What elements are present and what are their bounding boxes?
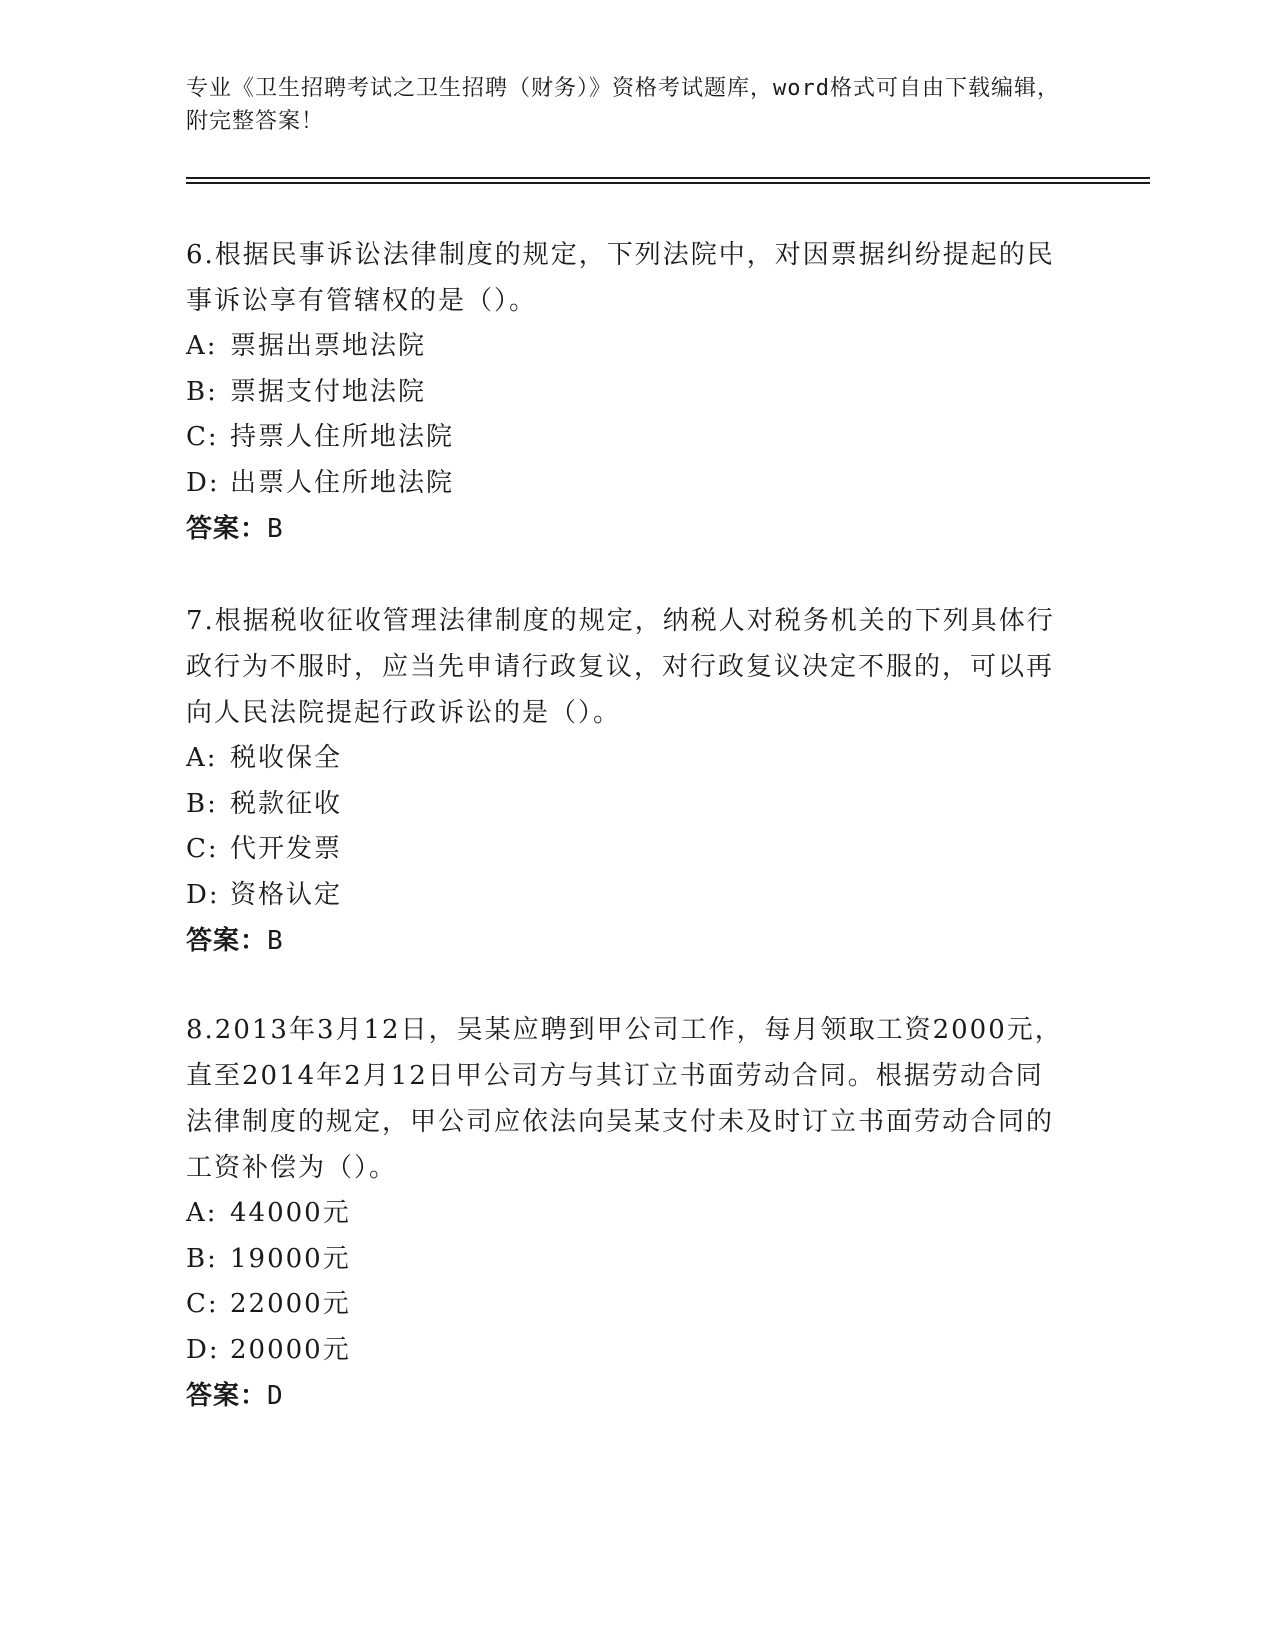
- answer-value: D: [267, 1381, 284, 1411]
- answer-label: 答案：: [186, 514, 268, 544]
- option-text: 资格认定: [230, 879, 343, 910]
- option-b: [186, 782, 1066, 828]
- option-text: 44000元: [230, 1198, 351, 1228]
- option-label: D:: [186, 879, 220, 910]
- question-6: [186, 232, 1066, 552]
- question-stem: 7.根据税收征收管理法律制度的规定，纳税人对税务机关的下列具体行政行为不服时，应当先申请行政复议，对行政复议决定不服的，可以再向人民法院提起行政诉讼的是（）。: [186, 606, 1055, 728]
- option-b: [186, 370, 1066, 416]
- option-text: 代开发票: [230, 834, 343, 864]
- option-label: A:: [186, 1198, 218, 1228]
- option-text: 持票人住所地法院: [230, 422, 455, 452]
- option-label: B:: [186, 376, 218, 407]
- option-label: A:: [186, 331, 218, 361]
- option-label: C:: [186, 834, 219, 864]
- option-text: 22000元: [230, 1289, 351, 1319]
- answer-label: 答案：: [186, 926, 268, 956]
- option-d: [186, 873, 1066, 919]
- answer-line: [186, 506, 1066, 552]
- option-d: [186, 1328, 1066, 1374]
- answer-line: [186, 918, 1066, 964]
- option-d: [186, 461, 1066, 507]
- option-c: [186, 415, 1066, 461]
- question-stem: 8.2013年3月12日，吴某应聘到甲公司工作，每月领取工资2000元，直至2014年2月12日甲公司方与其订立书面劳动合同。根据劳动合同法律制度的规定，甲公司应依法向吴某支付未及时订立书面劳动合同的工资补偿为（）。: [186, 1015, 1063, 1183]
- option-text: 20000元: [230, 1334, 351, 1365]
- option-c: [186, 1282, 1066, 1328]
- question-7: [186, 598, 1066, 964]
- option-text: 税款征收: [230, 788, 343, 819]
- question-8: [186, 1007, 1066, 1419]
- option-text: 出票人住所地法院: [230, 467, 455, 498]
- option-a: [186, 324, 1066, 370]
- answer-label: 答案：: [186, 1381, 268, 1411]
- option-label: D:: [186, 1334, 220, 1365]
- option-label: D:: [186, 467, 220, 498]
- option-text: 税收保全: [230, 743, 343, 773]
- question-stem: 6.根据民事诉讼法律制度的规定，下列法院中，对因票据纠纷提起的民事诉讼享有管辖权的是（）。: [186, 240, 1055, 316]
- option-text: 19000元: [230, 1243, 351, 1274]
- answer-value: B: [267, 514, 284, 544]
- option-b: [186, 1237, 1066, 1283]
- option-label: C:: [186, 1289, 219, 1319]
- option-label: A:: [186, 743, 218, 773]
- header-intro: 专业《卫生招聘考试之卫生招聘（财务）》资格考试题库，word格式可自由下载编辑，附完整答案！: [186, 76, 1060, 134]
- option-c: [186, 827, 1066, 873]
- answer-value: B: [267, 926, 284, 956]
- option-text: 票据支付地法院: [230, 376, 427, 407]
- header-divider-top: [186, 177, 1150, 179]
- option-label: C:: [186, 422, 219, 452]
- option-a: [186, 736, 1066, 782]
- option-a: [186, 1191, 1066, 1237]
- answer-line: [186, 1373, 1066, 1419]
- option-label: B:: [186, 1243, 218, 1274]
- option-label: B:: [186, 788, 218, 819]
- option-text: 票据出票地法院: [230, 331, 427, 361]
- header-divider-bottom: [186, 182, 1150, 184]
